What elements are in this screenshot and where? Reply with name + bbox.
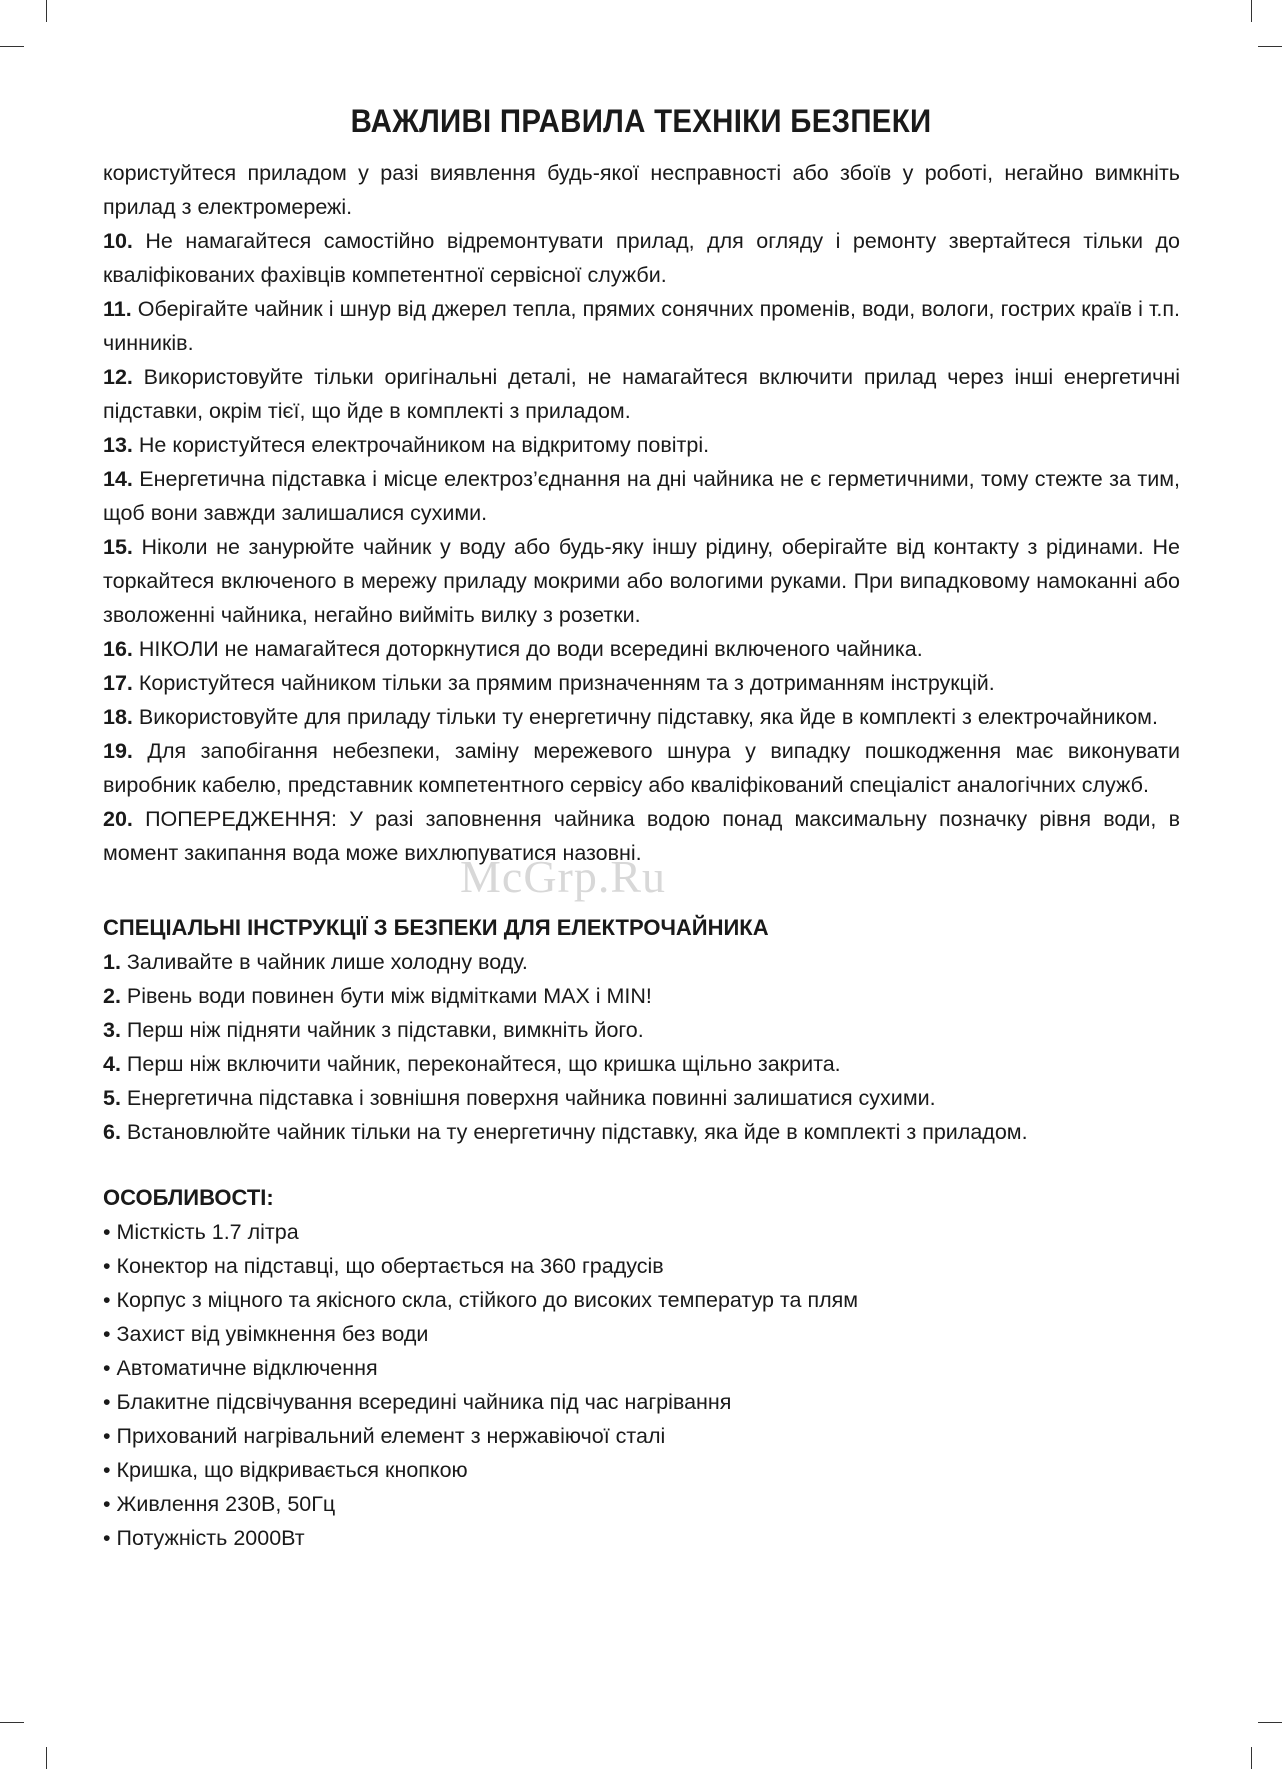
rule-number: 14. [103, 467, 133, 491]
rule-item [103, 224, 1180, 292]
intro-paragraph: користуйтеся приладом у разі виявлення будь-якої несправності або збоїв у роботі, негайно вимкніть прилад з електромережі. [103, 161, 1180, 219]
special-item-text: Енергетична підставка і зовнішня поверхня чайника повинні залишатися сухими. [120, 1086, 936, 1110]
special-item-number: 2. [103, 984, 121, 1008]
rule-item [103, 802, 1180, 870]
special-item-number: 5. [103, 1086, 121, 1110]
rule-number: 13. [103, 433, 133, 457]
crop-mark [0, 1722, 24, 1723]
special-item-text: Встановлюйте чайник тільки на ту енергетичну підставку, яка йде в комплекті з приладом. [120, 1120, 1028, 1144]
rule-number: 10. [103, 229, 133, 253]
crop-mark [1258, 1722, 1282, 1723]
rule-text: Оберігайте чайник і шнур від джерел тепла, прямих сонячних променів, води, вологи, гострих країв і т.п. чинників. [103, 297, 1180, 355]
crop-mark [46, 1747, 47, 1769]
special-item [103, 945, 1180, 979]
special-item-number: 6. [103, 1120, 121, 1144]
rule-item [103, 360, 1180, 428]
page-title: ВАЖЛИВІ ПРАВИЛА ТЕХНІКИ БЕЗПЕКИ [350, 103, 932, 139]
rule-item [103, 734, 1180, 802]
rule-number: 17. [103, 671, 133, 695]
rule-item [103, 292, 1180, 360]
feature-item: • Кришка, що відкривається кнопкою [103, 1458, 468, 1482]
rule-number: 11. [103, 297, 132, 321]
crop-mark [1251, 0, 1252, 22]
document-body [103, 156, 1180, 1555]
crop-mark [1251, 1747, 1252, 1769]
rule-number: 18. [103, 705, 133, 729]
special-item-number: 1. [103, 950, 121, 974]
rule-text: ПОПЕРЕДЖЕННЯ: У разі заповнення чайника водою понад максимальну позначку рівня води, в момент закипання вода може вихлюпуватися назовні. [103, 807, 1180, 865]
rule-text: Використовуйте тільки оригінальні деталі, не намагайтеся включити прилад через інші енергетичні підставки, окрім тієї, що йде в комплекті з приладом. [103, 365, 1180, 423]
rule-text: Для запобігання небезпеки, заміну мережевого шнура у випадку пошкодження має виконувати виробник кабелю, представник компетентного сервісу або кваліфікований спеціаліст аналогічних служб. [103, 739, 1180, 797]
feature-item: • Прихований нагрівальний елемент з нержавіючої сталі [103, 1424, 666, 1448]
rule-item [103, 700, 1180, 734]
crop-mark [0, 46, 24, 47]
feature-item: • Потужність 2000Вт [103, 1526, 305, 1550]
rule-item [103, 462, 1180, 530]
rule-number: 20. [103, 807, 133, 831]
special-item-number: 3. [103, 1018, 121, 1042]
rule-number: 16. [103, 637, 133, 661]
feature-item: • Живлення 230В, 50Гц [103, 1492, 336, 1516]
special-item [103, 1081, 1180, 1115]
section-spacer [103, 1149, 1180, 1181]
feature-item: • Захист від увімкнення без води [103, 1322, 429, 1346]
rule-text: Енергетична підставка і місце електроз’єднання на дні чайника не є герметичними, тому стежте за тим, щоб вони завжди залишалися сухими. [103, 467, 1180, 525]
features-heading: ОСОБЛИВОСТІ: [103, 1185, 274, 1210]
rule-item [103, 632, 1180, 666]
special-item-number: 4. [103, 1052, 121, 1076]
crop-mark [1258, 46, 1282, 47]
rule-text: НІКОЛИ не намагайтеся доторкнутися до води всередині включеного чайника. [132, 637, 923, 661]
rule-item [103, 530, 1180, 632]
special-instructions-heading: СПЕЦІАЛЬНІ ІНСТРУКЦІЇ З БЕЗПЕКИ ДЛЯ ЕЛЕКТРОЧАЙНИКА [103, 915, 769, 940]
rule-number: 19. [103, 739, 133, 763]
rule-text: Користуйтеся чайником тільки за прямим призначенням та з дотриманням інструкцій. [132, 671, 995, 695]
rule-text: Використовуйте для приладу тільки ту енергетичну підставку, яка йде в комплекті з електрочайником. [132, 705, 1158, 729]
special-item-text: Рівень води повинен бути між відмітками MAX і MIN! [120, 984, 652, 1008]
crop-mark [46, 0, 47, 22]
rule-text: Не намагайтеся самостійно відремонтувати прилад, для огляду і ремонту звертайтеся тільки до кваліфікованих фахівців компетентної сервісної служби. [103, 229, 1180, 287]
section-spacer [103, 870, 1180, 911]
special-item-text: Заливайте в чайник лише холодну воду. [120, 950, 528, 974]
feature-item: • Корпус з міцного та якісного скла, стійкого до високих температур та плям [103, 1288, 859, 1312]
rule-number: 12. [103, 365, 133, 389]
rule-item [103, 428, 1180, 462]
special-item [103, 979, 1180, 1013]
rule-number: 15. [103, 535, 133, 559]
feature-item: • Автоматичне відключення [103, 1356, 378, 1380]
special-item [103, 1115, 1180, 1149]
feature-item: • Місткість 1.7 літра [103, 1220, 299, 1244]
special-item [103, 1013, 1180, 1047]
feature-item: • Блакитне підсвічування всередині чайника під час нагрівання [103, 1390, 732, 1414]
rule-text: Ніколи не занурюйте чайник у воду або будь-яку іншу рідину, оберігайте від контакту з рідинами. Не торкайтеся включеного в мережу приладу мокрими або вологими руками. При випадковому намоканні або зволоженні чайника, негайно вийміть вилку з розетки. [103, 535, 1180, 627]
feature-item: • Конектор на підставці, що обертається на 360 градусів [103, 1254, 664, 1278]
watermark: McGrp.Ru [460, 851, 667, 902]
special-item [103, 1047, 1180, 1081]
special-item-text: Перш ніж включити чайник, переконайтеся, що кришка щільно закрита. [120, 1052, 841, 1076]
rule-item [103, 666, 1180, 700]
special-item-text: Перш ніж підняти чайник з підставки, вимкніть його. [120, 1018, 644, 1042]
rule-text: Не користуйтеся електрочайником на відкритому повітрі. [132, 433, 710, 457]
